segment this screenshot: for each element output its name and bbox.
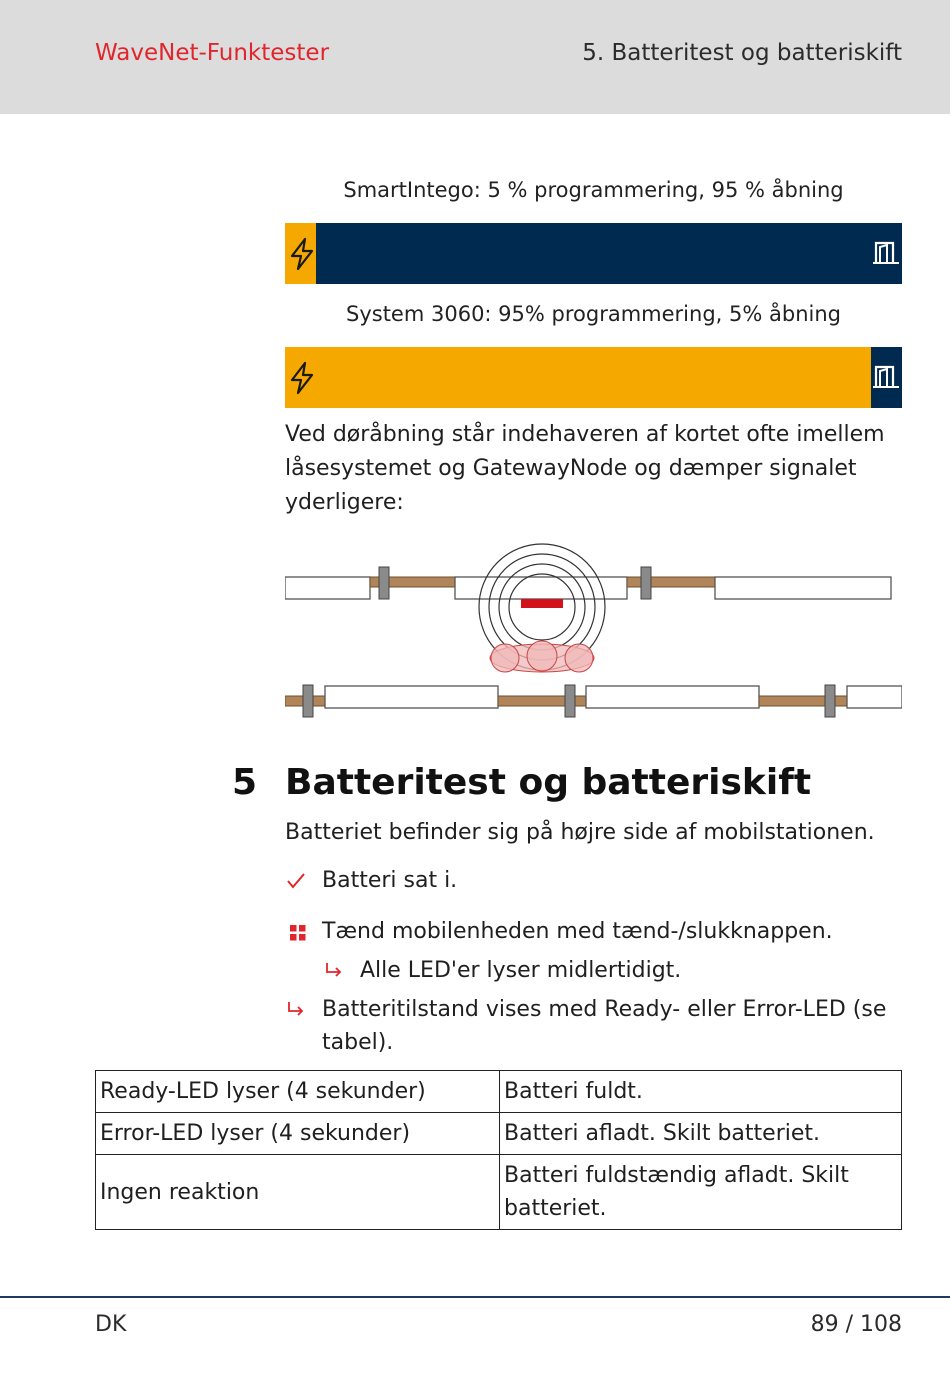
- section-number: 5: [232, 762, 258, 803]
- table-row: [96, 1155, 902, 1230]
- table-cell-signal: Error-LED lyser (4 sekunder): [96, 1113, 500, 1155]
- section-heading: Batteritest og batteriskift: [285, 762, 812, 803]
- footer-divider: [0, 1296, 950, 1298]
- bar-caption-smartintego: SmartIntego: 5 % programmering, 95 % åbning: [343, 178, 844, 202]
- door-icon: [873, 241, 899, 265]
- footer-language: DK: [95, 1312, 127, 1337]
- lightning-icon: [287, 237, 317, 271]
- table-cell-meaning-line1: Batteri fuldstændig afladt. Skilt: [504, 1163, 849, 1188]
- precondition-text: Batteri sat i.: [322, 868, 458, 893]
- checkmark-icon: [286, 872, 306, 890]
- table-cell-meaning: Batteri fuldt.: [500, 1071, 902, 1113]
- battery-status-table: [95, 1070, 902, 1230]
- table-cell-signal: Ingen reaktion: [96, 1155, 500, 1230]
- page-number: 89 / 108: [810, 1312, 902, 1337]
- table-row: [96, 1113, 902, 1155]
- ratio-bar-system3060: [285, 347, 902, 408]
- result-text-line2: tabel).: [322, 1030, 394, 1055]
- result-arrow-icon: [286, 1001, 306, 1017]
- opening-segment: [316, 223, 902, 284]
- signal-dampening-diagram: [285, 535, 902, 730]
- step-result-text: Alle LED'er lyser midlertidigt.: [360, 958, 682, 983]
- intro-paragraph: Ved døråbning står indehaveren af kortet ofte imellem låsesystemet og GatewayNode og dæmper signalet yderligere:: [285, 422, 885, 515]
- programming-segment: [285, 347, 871, 408]
- lightning-icon: [287, 361, 317, 395]
- page-header: [0, 0, 950, 114]
- step-text: Tænd mobilenheden med tænd-/slukknappen.: [322, 919, 833, 944]
- bar-caption-system3060: System 3060: 95% programmering, 5% åbning: [346, 302, 841, 326]
- ratio-bar-smartintego: [285, 223, 902, 284]
- section-description: Batteriet befinder sig på højre side af mobilstationen.: [285, 820, 875, 845]
- table-cell-meaning: [500, 1155, 902, 1230]
- result-arrow-icon: [324, 962, 344, 978]
- door-icon: [873, 365, 899, 389]
- table-row: [96, 1071, 902, 1113]
- table-cell-meaning-line2: batteriet.: [504, 1196, 607, 1221]
- section-title: 5. Batteritest og batteriskift: [582, 40, 902, 66]
- product-title: WaveNet-Funktester: [95, 40, 330, 66]
- table-cell-meaning: Batteri afladt. Skilt batteriet.: [500, 1113, 902, 1155]
- table-cell-signal: Ready-LED lyser (4 sekunder): [96, 1071, 500, 1113]
- step-grid-icon: [289, 924, 307, 942]
- result-text-line1: Batteritilstand vises med Ready- eller Error-LED (se: [322, 997, 887, 1022]
